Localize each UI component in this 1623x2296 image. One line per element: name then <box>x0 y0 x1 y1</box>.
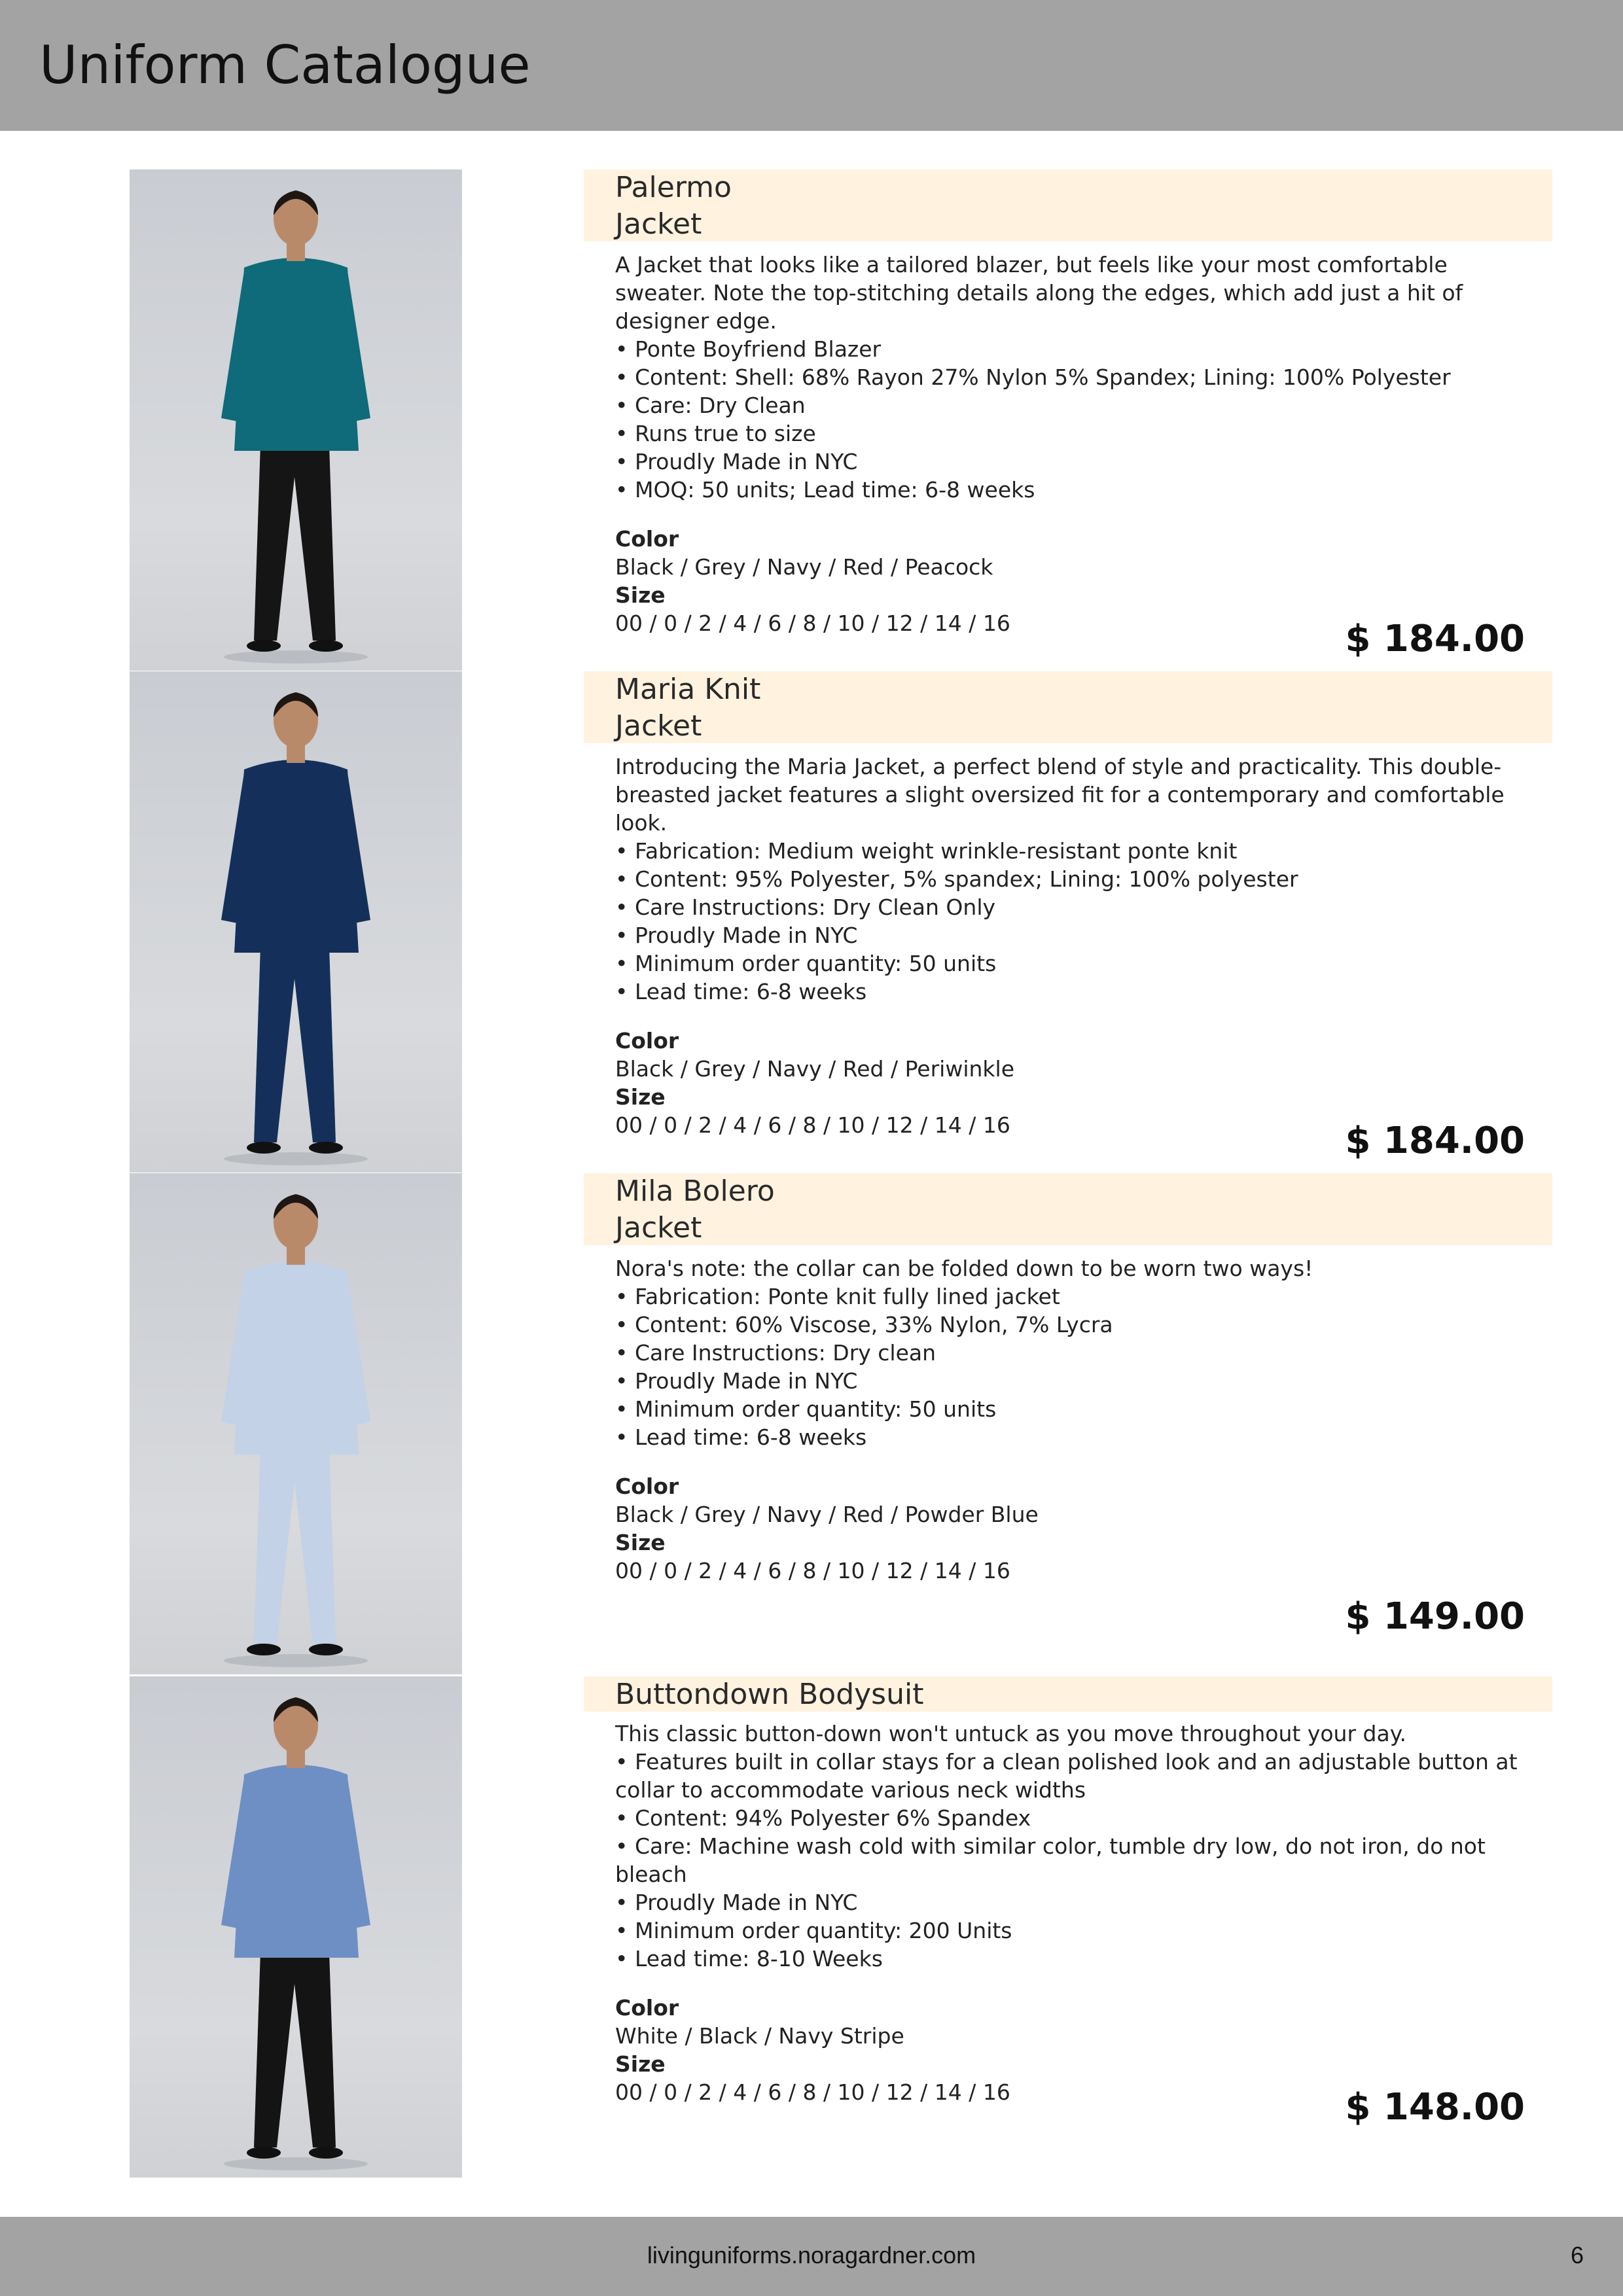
shoe-shape <box>247 640 281 652</box>
feature-item: • Minimum order quantity: 50 units <box>615 949 1544 978</box>
feature-item: • Minimum order quantity: 200 Units <box>615 1916 1544 1945</box>
shoe-shape <box>309 1644 343 1655</box>
color-options: Black / Grey / Navy / Red / Periwinkle <box>615 1056 1015 1082</box>
product-card <box>0 1173 1623 1674</box>
shoe-shape <box>309 640 343 652</box>
size-options: 00 / 0 / 2 / 4 / 6 / 8 / 10 / 12 / 14 / 16 <box>615 2079 1010 2105</box>
website-link[interactable]: livinguniforms.noragardner.com <box>647 2242 976 2269</box>
color-label: Color <box>615 1028 679 1053</box>
bottoms-shape <box>254 946 336 1142</box>
product-features <box>615 335 1544 504</box>
bottoms-shape <box>254 1448 336 1644</box>
product-photo <box>130 169 462 671</box>
bottoms-shape <box>254 444 336 641</box>
color-options: Black / Grey / Navy / Red / Powder Blue <box>615 1502 1039 1527</box>
size-label: Size <box>615 2051 666 2077</box>
feature-item: • Care: Dry Clean <box>615 391 1544 419</box>
color-label: Color <box>615 526 679 552</box>
model-figure <box>130 1676 462 2178</box>
size-options: 00 / 0 / 2 / 4 / 6 / 8 / 10 / 12 / 14 / 16 <box>615 610 1010 636</box>
bottoms-shape <box>254 1951 336 2147</box>
product-title-bar <box>584 671 1552 743</box>
feature-item: • Minimum order quantity: 50 units <box>615 1395 1544 1423</box>
color-label: Color <box>615 1474 679 1499</box>
product-price: $ 184.00 <box>1345 618 1525 660</box>
model-figure <box>130 671 462 1173</box>
feature-item: • Proudly Made in NYC <box>615 1367 1544 1395</box>
product-title: Mila Bolero Jacket <box>615 1174 775 1245</box>
product-description: This classic button-down won't untuck as you move throughout your day. <box>615 1721 1407 1746</box>
page-number: 6 <box>1570 2242 1584 2269</box>
feature-item: • Lead time: 6-8 weeks <box>615 978 1544 1006</box>
shoe-shape <box>309 2147 343 2159</box>
product-features <box>615 837 1544 1006</box>
product-photo <box>130 671 462 1173</box>
feature-item: • Ponte Boyfriend Blazer <box>615 335 1544 363</box>
feature-item: • Care Instructions: Dry Clean Only <box>615 893 1544 921</box>
product-features <box>615 1282 1544 1451</box>
product-features <box>615 1748 1544 1973</box>
product-title: Palermo Jacket <box>615 171 732 241</box>
feature-item: • Content: 94% Polyester 6% Spandex <box>615 1804 1544 1832</box>
product-title-bar <box>584 1676 1552 1712</box>
floor-shadow <box>224 650 368 663</box>
product-details <box>615 1720 1544 2106</box>
feature-item: • Care: Machine wash cold with similar color, tumble dry low, do not iron, do not bleach <box>615 1832 1544 1888</box>
product-price: $ 149.00 <box>1345 1595 1525 1638</box>
feature-item: • Fabrication: Medium weight wrinkle-resistant ponte knit <box>615 837 1544 865</box>
shoe-shape <box>247 1644 281 1655</box>
feature-item: • Runs true to size <box>615 419 1544 448</box>
feature-item: • Content: 60% Viscose, 33% Nylon, 7% Lycra <box>615 1311 1544 1339</box>
shoe-shape <box>309 1142 343 1154</box>
model-figure <box>130 169 462 671</box>
color-options: Black / Grey / Navy / Red / Peacock <box>615 554 993 580</box>
feature-item: • Proudly Made in NYC <box>615 448 1544 476</box>
size-label: Size <box>615 1084 666 1110</box>
feature-item: • Lead time: 6-8 weeks <box>615 1423 1544 1451</box>
shoe-shape <box>247 1142 281 1154</box>
feature-item: • Content: Shell: 68% Rayon 27% Nylon 5% Spandex; Lining: 100% Polyester <box>615 363 1544 391</box>
feature-item: • Content: 95% Polyester, 5% spandex; Lining: 100% polyester <box>615 865 1544 893</box>
product-description: Nora's note: the collar can be folded down to be worn two ways! <box>615 1256 1313 1281</box>
product-details <box>615 752 1544 1139</box>
product-title: Maria Knit Jacket <box>615 673 761 743</box>
feature-item: • Proudly Made in NYC <box>615 921 1544 949</box>
product-price: $ 148.00 <box>1345 2086 1525 2128</box>
feature-item: • Care Instructions: Dry clean <box>615 1339 1544 1367</box>
feature-item: • Lead time: 8-10 Weeks <box>615 1945 1544 1973</box>
product-price: $ 184.00 <box>1345 1120 1525 1162</box>
product-description: A Jacket that looks like a tailored blazer, but feels like your most comfortable sweater. Note the top-stitching details along the edges, which add just a hit of designer edge. <box>615 252 1463 334</box>
product-description: Introducing the Maria Jacket, a perfect blend of style and practicality. This double-breasted jacket features a slight oversized fit for a contemporary and comfortable look. <box>615 754 1505 836</box>
product-card <box>0 671 1623 1173</box>
color-label: Color <box>615 1995 679 2021</box>
floor-shadow <box>224 2157 368 2170</box>
feature-item: • Features built in collar stays for a clean polished look and an adjustable button at collar to accommodate various neck widths <box>615 1748 1544 1804</box>
product-title: Buttondown Bodysuit <box>615 1678 924 1711</box>
size-options: 00 / 0 / 2 / 4 / 6 / 8 / 10 / 12 / 14 / 16 <box>615 1558 1010 1583</box>
feature-item: • Proudly Made in NYC <box>615 1888 1544 1916</box>
floor-shadow <box>224 1152 368 1165</box>
size-options: 00 / 0 / 2 / 4 / 6 / 8 / 10 / 12 / 14 / 16 <box>615 1112 1010 1138</box>
size-label: Size <box>615 582 666 608</box>
feature-item: • MOQ: 50 units; Lead time: 6-8 weeks <box>615 476 1544 504</box>
floor-shadow <box>224 1654 368 1667</box>
product-title-bar <box>584 1173 1552 1245</box>
size-label: Size <box>615 1530 666 1555</box>
model-figure <box>130 1173 462 1674</box>
product-photo <box>130 1676 462 2178</box>
product-details <box>615 251 1544 637</box>
product-card <box>0 1676 1623 2178</box>
color-options: White / Black / Navy Stripe <box>615 2023 904 2049</box>
page-title: Uniform Catalogue <box>39 35 531 96</box>
product-photo <box>130 1173 462 1674</box>
product-card <box>0 169 1623 671</box>
page-header <box>0 0 1623 131</box>
product-title-bar <box>584 169 1552 241</box>
page-footer <box>0 2217 1623 2296</box>
product-details <box>615 1254 1544 1585</box>
shoe-shape <box>247 2147 281 2159</box>
feature-item: • Fabrication: Ponte knit fully lined jacket <box>615 1282 1544 1311</box>
